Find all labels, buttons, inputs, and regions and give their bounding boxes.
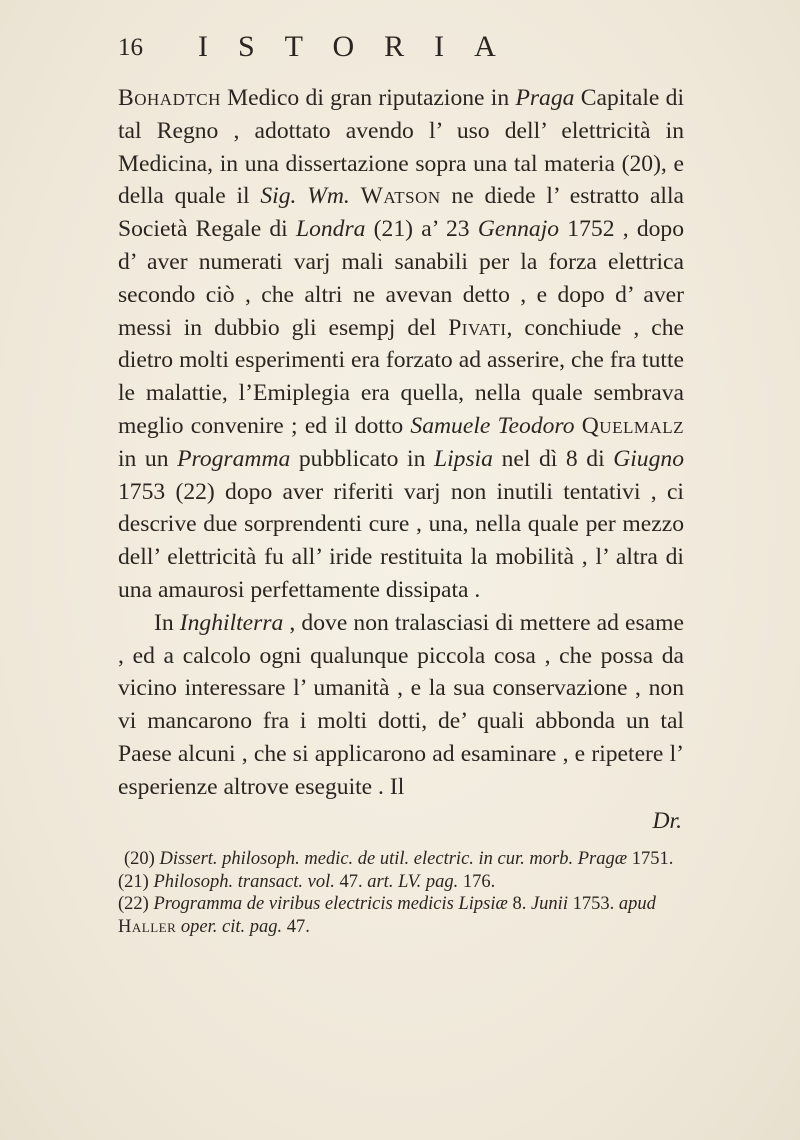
text-run: Capitale di tal Regno , adottato avendo l’ uso dell’ elettricità in Medicina, in una dissertazione sopra una tal materia (20), e della quale il — [118, 85, 684, 210]
text-run: nel dì 8 di — [492, 445, 614, 472]
footnote-21 — [118, 871, 684, 894]
page-header — [118, 28, 682, 68]
footnote-citation: apud — [618, 894, 656, 914]
name-samuele-teodoro: Samuele Teodoro — [410, 412, 575, 439]
text-run: 1753. — [567, 894, 619, 914]
place-londra: Londra — [295, 216, 366, 243]
text-run — [575, 413, 582, 439]
catchword: Dr. — [652, 808, 682, 834]
main-text — [118, 82, 684, 804]
text-run: In — [154, 609, 180, 636]
paragraph-1 — [118, 82, 684, 607]
text-run: 1752 , dopo d’ aver numerati varj mali sanabili per la forza elettrica secondo ciò , che altri ne avevan detto , e dopo d’ aver messi in dubbio gli esempj del — [118, 216, 685, 341]
footnote-citation: Junii — [530, 894, 568, 914]
text-run: , conchiude , che dietro molti esperimenti era forzato ad asserire, che fra tutte le malattie, l’Emiplegia era quella, nella quale sembrava meglio convenire ; ed il dotto — [118, 314, 684, 439]
place-lipsia: Lipsia — [433, 445, 493, 472]
text-run: 47. — [334, 871, 368, 892]
name-pivati: Pivati — [448, 314, 507, 341]
footnote-22 — [118, 893, 684, 938]
footnote-citation: Philosoph. transact. vol. — [153, 871, 335, 892]
footnote-marker: (22) — [118, 894, 154, 914]
footnote-citation: art. LV. pag. — [367, 871, 459, 892]
paragraph-2 — [118, 607, 684, 804]
footnote-marker: (20) — [124, 849, 160, 869]
footnote-citation: Programma de viribus electricis medicis Lipsiæ — [153, 894, 508, 914]
text-run: in un — [118, 445, 178, 472]
text-run: 1753 (22) dopo aver riferiti varj non inutili tentativi , ci descrive due sorprendenti cure , una, nella quale per mezzo dell’ elettricità fu all’ iride restituita la mobilità , l’ altra di una amaurosi perfettamente dissipata . — [118, 478, 684, 603]
footnote-citation: oper. cit. pag. — [180, 916, 283, 937]
text-run: 176. — [458, 871, 496, 892]
name-quelmalz: Quelmalz — [581, 412, 685, 439]
text-run: (21) a’ 23 — [365, 216, 478, 243]
page-number: 16 — [118, 34, 143, 61]
text-run: pubblicato in — [290, 445, 434, 472]
text-run: , dove non tralasciasi di mettere ad esame , ed a calcolo ogni qualunque piccola cosa , che possa da vicino interessare l’ umanità , e la sua conservazione , non vi mancarono fra i molti dotti, de’ quali abbonda un tal Paese alcuni , che si applicarono ad esaminare , e ripetere l’ esperienze altrove eseguite . Il — [118, 609, 684, 800]
running-title: ISTORIA — [198, 30, 526, 63]
title-sig-wm: Sig. Wm. — [260, 183, 350, 210]
place-praga: Praga — [515, 85, 575, 111]
month-giugno: Giugno — [613, 445, 684, 472]
footnote-20 — [118, 848, 684, 871]
footnotes — [118, 848, 684, 938]
name-bohadtch: Bohadtch — [118, 85, 221, 111]
text-run: ne diede l’ estratto alla Società Regale di — [118, 183, 685, 243]
month-gennajo: Gennajo — [477, 216, 560, 243]
word-programma: Programma — [177, 445, 291, 472]
text-run: Medico di gran riputazione in — [220, 85, 516, 111]
footnote-marker: (21) — [118, 871, 154, 892]
name-haller: Haller — [118, 916, 177, 937]
footnote-citation: Dissert. philosoph. medic. de util. electric. in cur. morb. Pragæ — [159, 849, 628, 869]
text-run — [350, 183, 361, 209]
text-run: 1751. — [627, 849, 674, 869]
text-run: 8. — [507, 894, 531, 914]
name-watson: Watson — [360, 183, 441, 210]
place-inghilterra: Inghilterra — [179, 609, 284, 636]
text-run: 47. — [282, 916, 310, 937]
